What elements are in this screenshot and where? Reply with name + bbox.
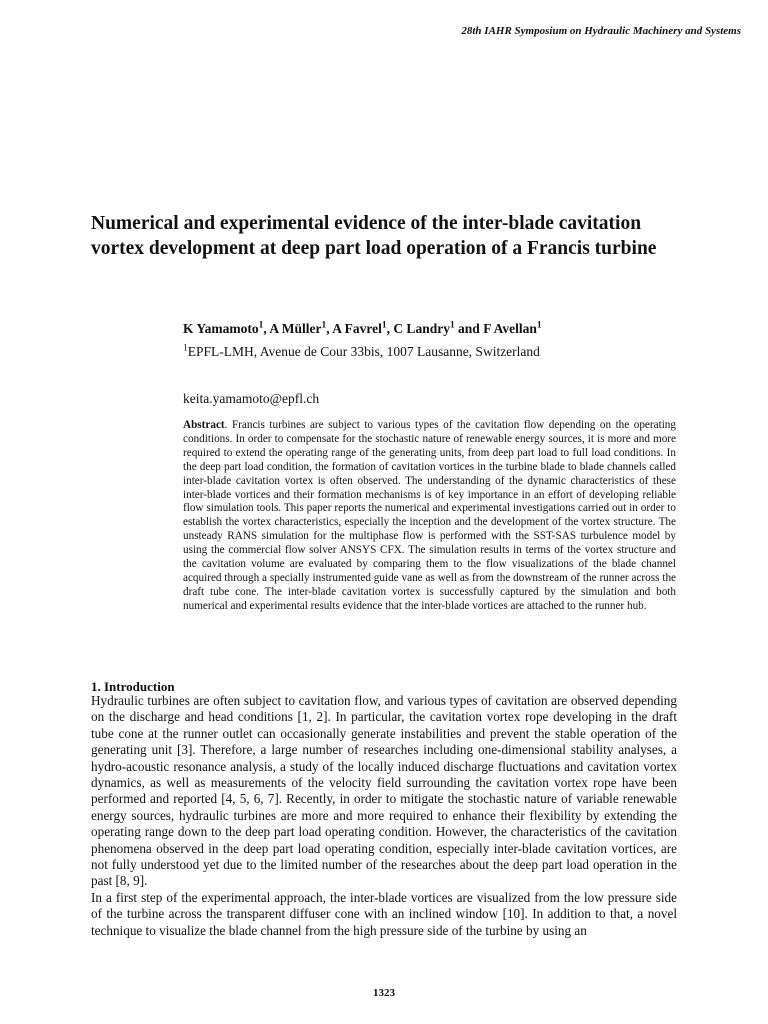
author-name: A Favrel (332, 321, 382, 336)
paper-title: Numerical and experimental evidence of the inter-blade cavitation vortex development at deep part load operation of a Francis turbine (91, 213, 657, 259)
abstract (183, 419, 676, 614)
paragraph: In a first step of the experimental approach, the inter-blade vortices are visualized from the low pressure side of the turbine across the transparent diffuser cone with an inclined window [10]. In addition to that, a novel technique to visualize the blade channel from the high pressure side of the turbine by using an (91, 889, 677, 938)
author-name: K Yamamoto (183, 321, 259, 336)
author-email: keita.yamamoto@epfl.ch (183, 391, 320, 406)
paragraph: Hydraulic turbines are often subject to cavitation flow, and various types of cavitation are observed depending on the discharge and head conditions [1, 2]. In particular, the cavitation vortex rope developing in the draft tube cone at the runner outlet can occasionally generate instabilities and prevent the stable operation of the generating unit [3]. Therefore, a large number of researches including one-dimensional stability analyses, a hydro-acoustic resonance analysis, a study of the locally induced discharge fluctuations and cavitation vortex dynamics, as well as measurements of the velocity field surrounding the cavitation vortex rope have been performed and reported [4, 5, 6, 7]. Recently, in order to mitigate the stochastic nature of variable renewable energy sources, hydraulic turbines are more and more required to enhance their flexibility by extending the operating range down to the deep part load operating condition. However, the characteristics of the cavitation phenomena observed in the deep part load operating condition, especially inter-blade cavitation vortices, are not fully understood yet due to the limited number of the researches about the deep part load operation in the past [8, 9]. (91, 693, 677, 889)
abstract-text: . Francis turbines are subject to various types of the cavitation flow depending on the operating conditions. In order to compensate for the stochastic nature of renewable energy sources, it is more and more required to extend the operating range of the generating units, from deep part load to full load conditions. In the deep part load condition, the formation of cavitation vortices in the turbine blade to blade channels called inter-blade cavitation vortex is often observed. The understanding of the dynamic characteristics of these inter-blade vortices and their formation mechanisms is of key importance in an effort of developing reliable flow simulation tools. This paper reports the numerical and experimental investigations carried out in order to establish the vortex characteristics, especially the inception and the development of the vortex structure. The unsteady RANS simulation for the multiphase flow is performed with the SST-SAS turbulence model by using the commercial flow solver ANSYS CFX. The simulation results in terms of the vortex structure and the cavitation volume are evaluated by comparing them to the flow visualizations of the blade channel acquired through a specially instrumented guide vane as well as from the downstream of the runner across the draft tube cone. The inter-blade cavitation vortex is successfully captured by the simulation and both numerical and experimental results evidence that the inter-blade vortices are attached to the runner hub. (183, 419, 676, 612)
affiliation: $^1$EPFL-LMH, Avenue de Cour 33bis, 1007 Lausanne, Switzerland (183, 343, 540, 359)
running-header: 28th IAHR Symposium on Hydraulic Machinery and Systems (461, 25, 741, 37)
author-list: K Yamamoto$^1$, A Müller$^1$, A Favrel$^1$, C Landry$^1$ and F Avellan$^1$ (183, 320, 542, 336)
abstract-label: Abstract (183, 419, 225, 431)
section-heading: 1. Introduction (91, 679, 175, 694)
author-name: A Müller (269, 321, 322, 336)
author-name: F Avellan (483, 321, 537, 336)
page-number: 1323 (373, 987, 395, 999)
section-body (91, 693, 677, 939)
author-name: C Landry (393, 321, 450, 336)
